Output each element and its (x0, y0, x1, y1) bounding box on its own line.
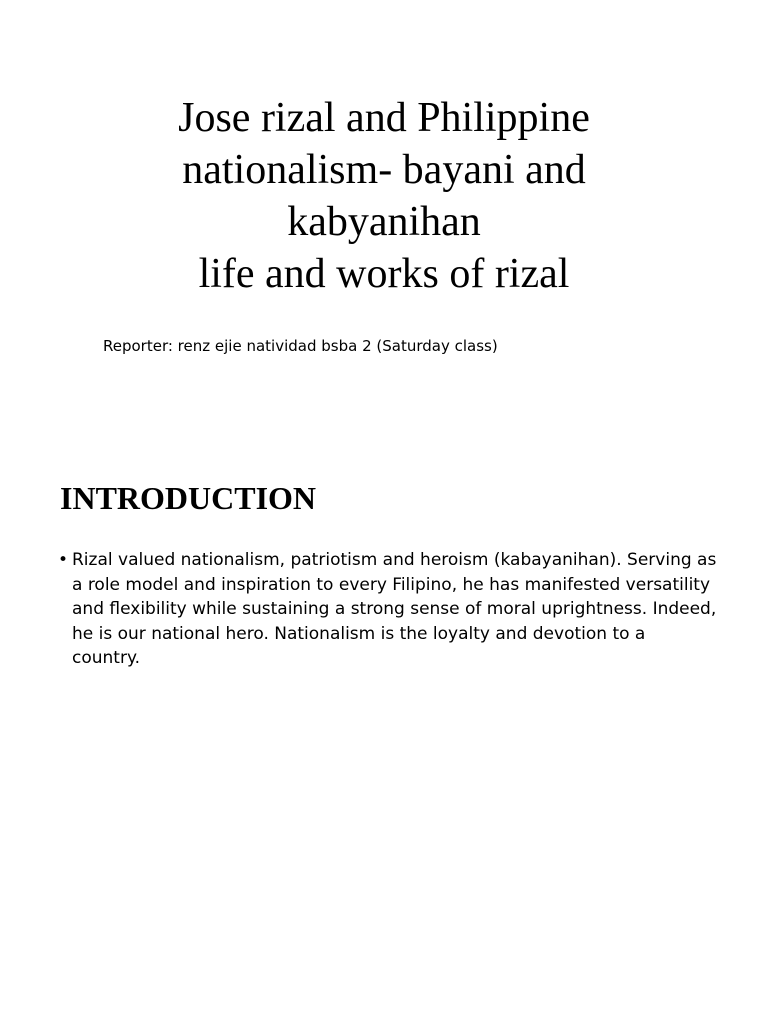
title-slide (0, 0, 768, 440)
list-item (58, 548, 718, 671)
reporter-subtitle: Reporter: renz ejie natividad bsba 2 (Saturday class) (103, 337, 498, 355)
bullet-marker: • (58, 550, 69, 570)
introduction-heading: INTRODUCTION (60, 480, 317, 516)
bullet-list (58, 548, 718, 671)
slide-title: Jose rizal and Philippine nationalism- bayani and kabyanihan life and works of rizal (178, 95, 590, 297)
introduction-slide (0, 440, 768, 1024)
bullet-text: Rizal valued nationalism, patriotism and heroism (kabayanihan). Serving as a role model and inspiration to every Filipino, he has manifested versatility and flexibility while sustaining a strong sense of moral uprightness. Indeed, he is our national hero. Nationalism is the loyalty and devotion to a country. (72, 550, 717, 668)
